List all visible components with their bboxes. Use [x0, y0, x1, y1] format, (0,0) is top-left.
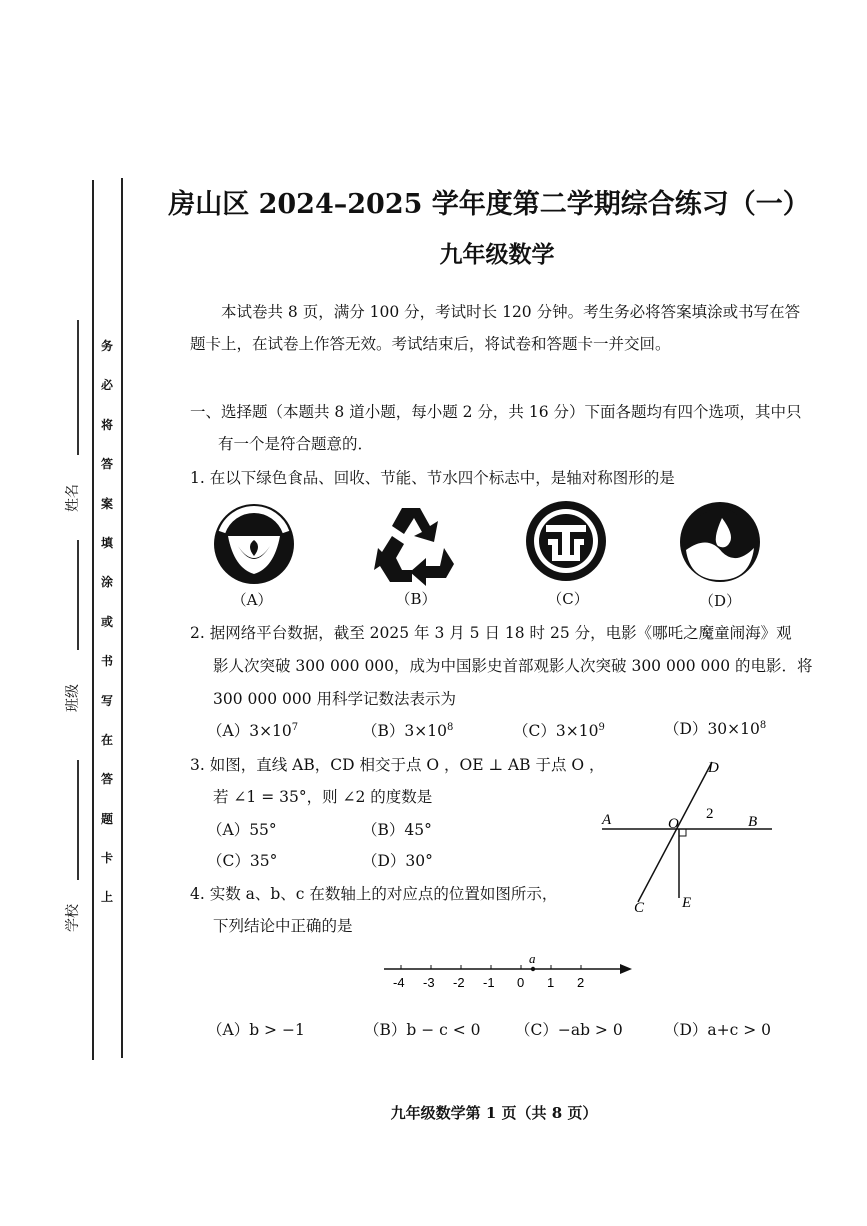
section1-heading	[190, 396, 820, 460]
point-a	[531, 967, 535, 971]
exam-subtitle: 九年级数学	[439, 241, 555, 268]
label-d: D	[708, 760, 719, 776]
water-saving-logo-icon	[678, 500, 762, 584]
q1-label-c: （C）	[547, 590, 589, 608]
q4-option-c[interactable]: （C）−ab > 0	[515, 1021, 623, 1039]
tick-label: -4	[393, 975, 405, 990]
instructions	[190, 296, 820, 360]
point-a-label: a	[529, 952, 536, 966]
q4-option-a[interactable]: （A）b > −1	[207, 1021, 305, 1039]
page-footer: 九年级数学第 1 页（共 8 页）	[390, 1104, 598, 1122]
section1-heading-line1: 一、选择题（本题共 8 道小题，每小题 2 分，共 16 分）下面各题均有四个选项，其中只	[190, 403, 802, 421]
q2-line3: 300 000 000 用科学记数法表示为	[213, 690, 457, 708]
label-angle2: 2	[706, 806, 714, 822]
arrow-head-icon	[620, 964, 632, 974]
tick-label: 1	[547, 975, 555, 990]
q3-option-b[interactable]: （B）45°	[362, 821, 432, 839]
class-blank-line[interactable]	[77, 760, 79, 880]
q2-option-c[interactable]: $(C)3\times 10^9$	[513, 721, 605, 740]
exam-title: 房山区 2024–2025 学年度第二学期综合练习（一）	[168, 189, 810, 220]
instructions-line1: 本试卷共 8 页，满分 100 分，考试时长 120 分钟。考生务必将答案填涂或书写在答	[221, 303, 801, 321]
label-b: B	[748, 814, 758, 830]
q2-option-d[interactable]: $(D)30\times 10^8$	[664, 719, 767, 738]
energy-saving-logo-icon	[524, 499, 608, 583]
tick-label: -3	[423, 975, 435, 990]
tick-label: 2	[577, 975, 585, 990]
school-label: 学校	[65, 904, 81, 932]
right-angle-mark	[679, 829, 686, 836]
q4-option-d[interactable]: （D）a+c > 0	[664, 1021, 772, 1039]
line-cd	[638, 762, 712, 902]
binding-line-outer	[92, 180, 94, 1060]
tick-label: -1	[483, 975, 495, 990]
tick-label: 0	[517, 975, 525, 990]
section1-heading-line2: 有一个是符合题意的．	[218, 435, 374, 453]
q2-line1: 2. 据网络平台数据，截至 2025 年 3 月 5 日 18 时 25 分，电影《哪吒之魔童闹海》观	[190, 624, 792, 642]
q1-label-b: （B）	[395, 590, 437, 608]
q3-option-c[interactable]: （C）35°	[207, 852, 278, 870]
tick-label: -2	[453, 975, 465, 990]
label-a: A	[602, 812, 612, 828]
name-blank-line-lower[interactable]	[77, 540, 79, 650]
label-o: O	[668, 816, 679, 832]
q1-label-a: （A）	[231, 591, 273, 609]
q3-line2: 若 ∠1 = 35°，则 ∠2 的度数是	[213, 788, 433, 806]
name-label: 姓名	[65, 484, 81, 512]
q1-text: 1. 在以下绿色食品、回收、节能、节水四个标志中，是轴对称图形的是	[190, 469, 675, 487]
label-e: E	[682, 895, 692, 911]
q3-figure	[596, 752, 776, 917]
q4-number-line	[380, 952, 640, 992]
binding-notice: 务 必 将 答 案 填 涂 或 书 写 在 答 题 卡 上	[100, 339, 113, 905]
instructions-line2: 题卡上，在试卷上作答无效。考试结束后，将试卷和答题卡一并交回。	[190, 335, 671, 353]
q3-option-d[interactable]: （D）30°	[362, 852, 433, 870]
q3-line1: 3. 如图，直线 AB，CD 相交于点 O ，OE ⊥ AB 于点 O ，	[190, 756, 605, 774]
q4-line2: 下列结论中正确的是	[213, 917, 353, 935]
label-c: C	[634, 900, 645, 916]
q2-option-b[interactable]: $(B)3\times 10^8$	[362, 721, 454, 740]
q4-line1: 4. 实数 a、b、c 在数轴上的对应点的位置如图所示，	[190, 885, 558, 903]
q2-line2: 影人次突破 300 000 000，成为中国影史首部观影人次突破 300 000 000 的电影．将	[213, 657, 813, 675]
class-label: 班级	[65, 684, 81, 712]
q2-option-a[interactable]: $(A)3\times 10^7$	[207, 721, 299, 740]
q1-label-d: （D）	[698, 592, 742, 610]
green-food-logo-icon	[212, 502, 296, 586]
binding-line-inner	[121, 178, 123, 1058]
q4-option-b[interactable]: （B）b − c < 0	[364, 1021, 481, 1039]
recycle-logo-icon	[372, 496, 462, 586]
name-blank-line[interactable]	[77, 320, 79, 455]
q3-option-a[interactable]: （A）55°	[207, 821, 277, 839]
